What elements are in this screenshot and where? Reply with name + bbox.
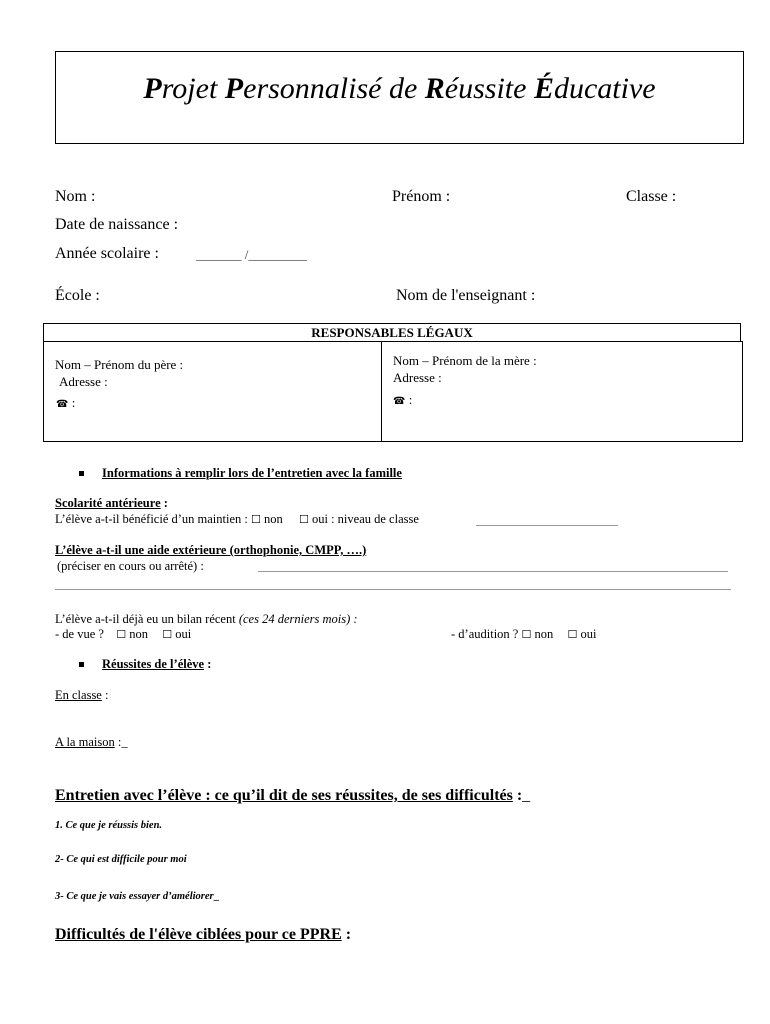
maintien-non-checkbox[interactable]: ☐ bbox=[250, 513, 261, 526]
pere-telephone bbox=[56, 395, 75, 411]
mere-telephone-label: : bbox=[408, 392, 413, 407]
maison-colon: : bbox=[114, 735, 122, 749]
vue-non-checkbox[interactable]: ☐ bbox=[116, 628, 127, 641]
bilan-question-period: (ces 24 derniers mois) : bbox=[238, 612, 358, 626]
entretien-eleve-heading-text: Entretien avec l’élève : ce qu’il dit de ses réussites, de ses difficultés bbox=[55, 787, 513, 804]
vue-label: - de vue ? bbox=[55, 627, 104, 641]
audition-non-checkbox[interactable]: ☐ bbox=[521, 628, 532, 641]
title-part-3: éussite bbox=[444, 72, 534, 105]
bullet-reussites bbox=[79, 662, 84, 667]
question-1: 1. Ce que je réussis bien. bbox=[55, 820, 163, 831]
prenom-label: Prénom : bbox=[392, 188, 451, 205]
enseignant-label: Nom de l'enseignant : bbox=[396, 287, 536, 304]
entretien-eleve-heading bbox=[55, 787, 530, 805]
scolarite-title-text: Scolarité antérieure bbox=[55, 496, 161, 510]
bilan-question-text: L’élève a-t-il déjà eu un bilan récent bbox=[55, 612, 236, 626]
question-3-tail: _ bbox=[213, 891, 219, 902]
question-2: 2- Ce qui est difficile pour moi bbox=[55, 854, 187, 865]
preciser-line-2[interactable] bbox=[55, 589, 731, 590]
title-box bbox=[55, 51, 744, 144]
pere-nom-label: Nom – Prénom du père : bbox=[55, 357, 184, 372]
title-initial-p1: P bbox=[143, 72, 162, 105]
pere-adresse-label: Adresse : bbox=[59, 374, 108, 389]
maison-label bbox=[55, 735, 128, 750]
annee-scolaire-blanks: _______ /_________ bbox=[196, 247, 307, 262]
aide-exterieure-title: L’élève a-t-il une aide extérieure (orthophonie, CMPP, ….) bbox=[55, 543, 367, 557]
date-naissance-label: Date de naissance : bbox=[55, 216, 179, 233]
difficultes-heading-text: Difficultés de l'élève ciblées pour ce PPRE bbox=[55, 926, 342, 943]
mere-adresse-label: Adresse : bbox=[393, 370, 442, 385]
title-initial-p2: P bbox=[224, 72, 244, 105]
title-initial-e: É bbox=[533, 72, 554, 105]
maison-text: A la maison bbox=[55, 735, 115, 749]
bilan-question bbox=[55, 612, 358, 627]
scolarite-title-colon: : bbox=[160, 496, 168, 510]
preciser-label: (préciser en cours ou arrêté) : bbox=[57, 559, 204, 573]
audition-row bbox=[451, 627, 596, 642]
title-part-2: ersonnalisé de bbox=[243, 72, 425, 105]
responsables-header: RESPONSABLES LÉGAUX bbox=[43, 323, 741, 342]
en-classe-text: En classe bbox=[55, 688, 102, 702]
maintien-oui-label: oui : niveau de classe bbox=[311, 512, 419, 526]
question-3-text: 3- Ce que je vais essayer d’améliorer bbox=[55, 891, 214, 902]
maison-tail: _ bbox=[121, 735, 128, 749]
famille-heading: Informations à remplir lors de l’entretien avec la famille bbox=[102, 466, 402, 480]
mere-telephone bbox=[393, 392, 412, 408]
reussites-heading bbox=[102, 657, 211, 672]
title-initial-r: R bbox=[424, 72, 445, 105]
en-classe-colon: : bbox=[101, 688, 109, 702]
responsables-divider bbox=[381, 341, 382, 442]
maintien-non-label: non bbox=[263, 512, 283, 526]
audition-label: - d’audition ? bbox=[451, 627, 519, 641]
maintien-row bbox=[55, 512, 419, 527]
vue-row bbox=[55, 627, 191, 642]
nom-label: Nom : bbox=[55, 188, 96, 205]
en-classe-label bbox=[55, 688, 108, 703]
maintien-oui-checkbox[interactable]: ☐ bbox=[298, 513, 309, 526]
mere-nom-label: Nom – Prénom de la mère : bbox=[393, 353, 537, 368]
pere-telephone-label: : bbox=[71, 395, 76, 410]
annee-scolaire-label: Année scolaire : bbox=[55, 245, 159, 262]
scolarite-title bbox=[55, 496, 168, 511]
difficultes-heading-colon: : bbox=[341, 926, 352, 943]
title-part-1: rojet bbox=[161, 72, 225, 105]
audition-oui-checkbox[interactable]: ☐ bbox=[567, 628, 578, 641]
vue-oui-checkbox[interactable]: ☐ bbox=[162, 628, 173, 641]
entretien-eleve-heading-colon: : bbox=[512, 787, 523, 804]
phone-icon: ☎ bbox=[56, 399, 69, 410]
classe-label: Classe : bbox=[626, 188, 677, 205]
question-3 bbox=[55, 891, 219, 902]
reussites-heading-colon: : bbox=[204, 657, 212, 671]
ecole-label: École : bbox=[55, 287, 100, 304]
phone-icon: ☎ bbox=[393, 396, 406, 407]
title-part-4: ducative bbox=[553, 72, 656, 105]
maintien-question: L’élève a-t-il bénéficié d’un maintien : bbox=[55, 512, 248, 526]
reussites-heading-text: Réussites de l’élève bbox=[102, 657, 205, 671]
preciser-line[interactable] bbox=[258, 571, 728, 572]
bullet-famille bbox=[79, 471, 84, 476]
audition-non-label: non bbox=[534, 627, 554, 641]
entretien-eleve-heading-tail: _ bbox=[522, 787, 531, 804]
difficultes-heading bbox=[55, 926, 351, 944]
audition-oui-label: oui bbox=[580, 627, 597, 641]
document-title bbox=[56, 72, 743, 106]
vue-oui-label: oui bbox=[175, 627, 192, 641]
niveau-classe-line[interactable] bbox=[476, 525, 618, 526]
vue-non-label: non bbox=[129, 627, 148, 641]
